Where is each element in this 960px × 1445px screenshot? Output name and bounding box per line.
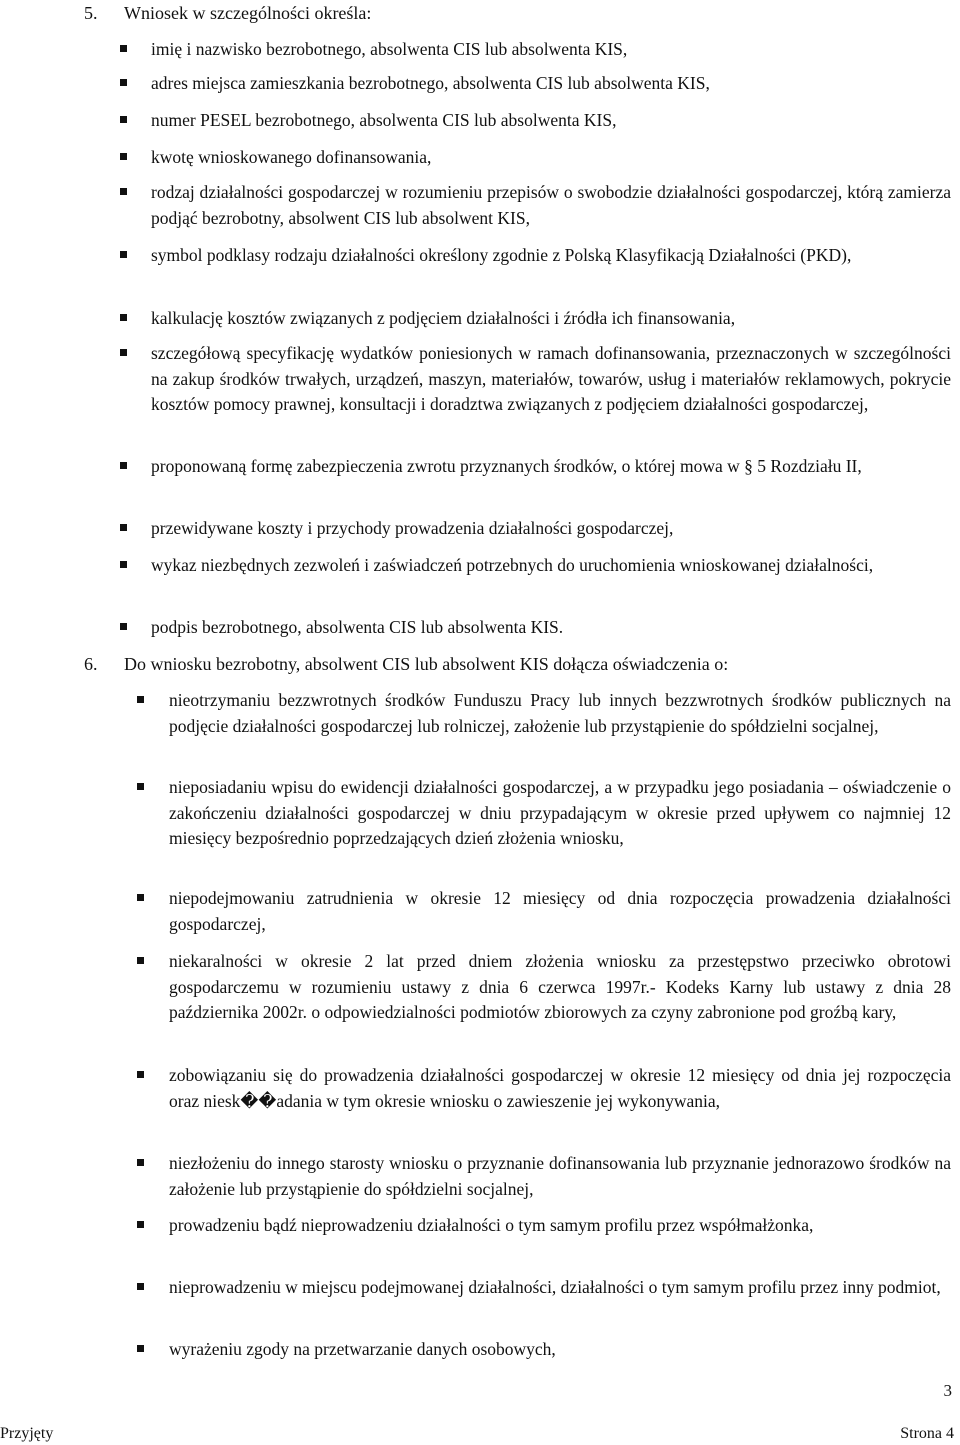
list-item [169, 886, 951, 937]
list-item-text: niekaralności w okresie 2 lat przed dniem złożenia wniosku za przestępstwo przeciwko obrotowi gospodarczemu w rozumieniu ustawy z dnia 6 czerwca 1997r.- Kodeks Karny lub ustawy z dnia 28 października 2002r. o odpowiedzialności podmiotów zbiorowych za czyny zabronione pod groźbą kary, [169, 951, 951, 1022]
list-item [151, 516, 951, 542]
list-item [151, 454, 951, 480]
list-item-text: nieposiadaniu wpisu do ewidencji działalności gospodarczej, a w przypadku jego posiadania – oświadczenie o zakończeniu działalności gospodarczej w dniu przypadającym w okresie przed upływem co najmniej 12 miesięcy bezpośrednio poprzedzających dzień złożenia wniosku, [169, 777, 951, 848]
bullet-icon [120, 462, 127, 469]
list-item-text: kalkulację kosztów związanych z podjęciem działalności i źródła ich finansowania, [151, 308, 736, 328]
section-5-heading [84, 1, 954, 25]
list-item-text: kwotę wnioskowanego dofinansowania, [151, 147, 432, 167]
list-item [151, 615, 951, 641]
list-item-text: przewidywane koszty i przychody prowadzenia działalności gospodarczej, [151, 518, 674, 538]
list-item-text: podpis bezrobotnego, absolwenta CIS lub absolwenta KIS. [151, 617, 564, 637]
section-6-number: 6. [84, 654, 98, 674]
bullet-icon [137, 894, 144, 901]
list-item [169, 1213, 951, 1239]
list-item [169, 1063, 951, 1114]
list-item [169, 775, 951, 852]
list-item [151, 108, 951, 134]
bullet-icon [137, 1071, 144, 1078]
section-6-heading [84, 652, 954, 676]
bullet-icon [120, 349, 127, 356]
list-item-text: niepodejmowaniu zatrudnienia w okresie 12 miesięcy od dnia rozpoczęcia prowadzenia działalności gospodarczej, [169, 888, 951, 934]
list-item-text: niezłożeniu do innego starosty wniosku o przyznanie dofinansowania lub przyznanie jednorazowo środków na założenie lub przystąpienie do spółdzielni socjalnej, [169, 1153, 951, 1199]
list-item [151, 37, 951, 63]
list-item-text: nieprowadzeniu w miejscu podejmowanej działalności, działalności o tym samym profilu przez inny podmiot, [169, 1277, 941, 1297]
bullet-icon [120, 188, 127, 195]
bullet-icon [120, 561, 127, 568]
bullet-icon [137, 1345, 144, 1352]
list-item-text: szczegółową specyfikację wydatków poniesionych w ramach dofinansowania, przeznaczonych w szczególności na zakup środków trwałych, urządzeń, maszyn, materiałów, towarów, usług i materiałów reklamowych, pokrycie kosztów pomocy prawnej, konsultacji i doradztwa związanych z podjęciem działalności gospodarczej, [151, 343, 951, 414]
list-item [151, 306, 951, 332]
bullet-icon [120, 314, 127, 321]
footer-status: Przyjęty [0, 1425, 54, 1442]
list-item-text: proponowaną formę zabezpieczenia zwrotu przyznanych środków, o której mowa w § 5 Rozdziału II, [151, 456, 862, 476]
list-item-text: nieotrzymaniu bezzwrotnych środków Funduszu Pracy lub innych bezzwrotnych środków publicznych na podjęcie działalności gospodarczej lub rolniczej, założenie lub przystąpienie do spółdzielni socjalnej, [169, 690, 951, 736]
page-number: 3 [943, 1381, 952, 1400]
list-item [169, 688, 951, 739]
bullet-icon [137, 696, 144, 703]
bullet-icon [137, 957, 144, 964]
list-item-text: adres miejsca zamieszkania bezrobotnego, absolwenta CIS lub absolwenta KIS, [151, 73, 710, 93]
list-item [151, 243, 951, 269]
bullet-icon [137, 1283, 144, 1290]
list-item [151, 180, 951, 231]
bullet-icon [120, 79, 127, 86]
list-item [151, 341, 951, 418]
section-5-number: 5. [84, 3, 98, 23]
list-item-text: zobowiązaniu się do prowadzenia działalności gospodarczej w okresie 12 miesięcy od dnia jej rozpoczęcia oraz niesk��adania w tym okresie wniosku o zawieszenie jej wykonywania, [169, 1065, 951, 1111]
bullet-icon [120, 153, 127, 160]
bullet-icon [137, 1221, 144, 1228]
list-item-text: wykaz niezbędnych zezwoleń i zaświadczeń potrzebnych do uruchomienia wnioskowanej działalności, [151, 555, 874, 575]
list-item [169, 1275, 951, 1301]
bullet-icon [137, 1159, 144, 1166]
list-item [169, 1151, 951, 1202]
list-item-text: numer PESEL bezrobotnego, absolwenta CIS lub absolwenta KIS, [151, 110, 617, 130]
bullet-icon [120, 251, 127, 258]
bullet-icon [137, 783, 144, 790]
list-item [169, 949, 951, 1026]
bullet-icon [120, 623, 127, 630]
list-item-text: symbol podklasy rodzaju działalności określony zgodnie z Polską Klasyfikacją Działalności (PKD), [151, 245, 852, 265]
bullet-icon [120, 524, 127, 531]
bullet-icon [120, 116, 127, 123]
list-item [169, 1337, 951, 1363]
list-item-text: prowadzeniu bądź nieprowadzeniu działalności o tym samym profilu przez współmałżonka, [169, 1215, 814, 1235]
list-item-text: imię i nazwisko bezrobotnego, absolwenta CIS lub absolwenta KIS, [151, 39, 628, 59]
list-item [151, 145, 951, 171]
list-item [151, 553, 951, 579]
bullet-icon [120, 45, 127, 52]
list-item-text: wyrażeniu zgody na przetwarzanie danych osobowych, [169, 1339, 556, 1359]
list-item [151, 71, 951, 97]
section-6-title: Do wniosku bezrobotny, absolwent CIS lub absolwent KIS dołącza oświadczenia o: [124, 654, 729, 674]
section-5-title: Wniosek w szczególności określa: [124, 3, 372, 23]
footer-page-label: Strona 4 [900, 1425, 954, 1442]
list-item-text: rodzaj działalności gospodarczej w rozumieniu przepisów o swobodzie działalności gospodarczej, którą zamierza podjąć bezrobotny, absolwent CIS lub absolwent KIS, [151, 182, 951, 228]
